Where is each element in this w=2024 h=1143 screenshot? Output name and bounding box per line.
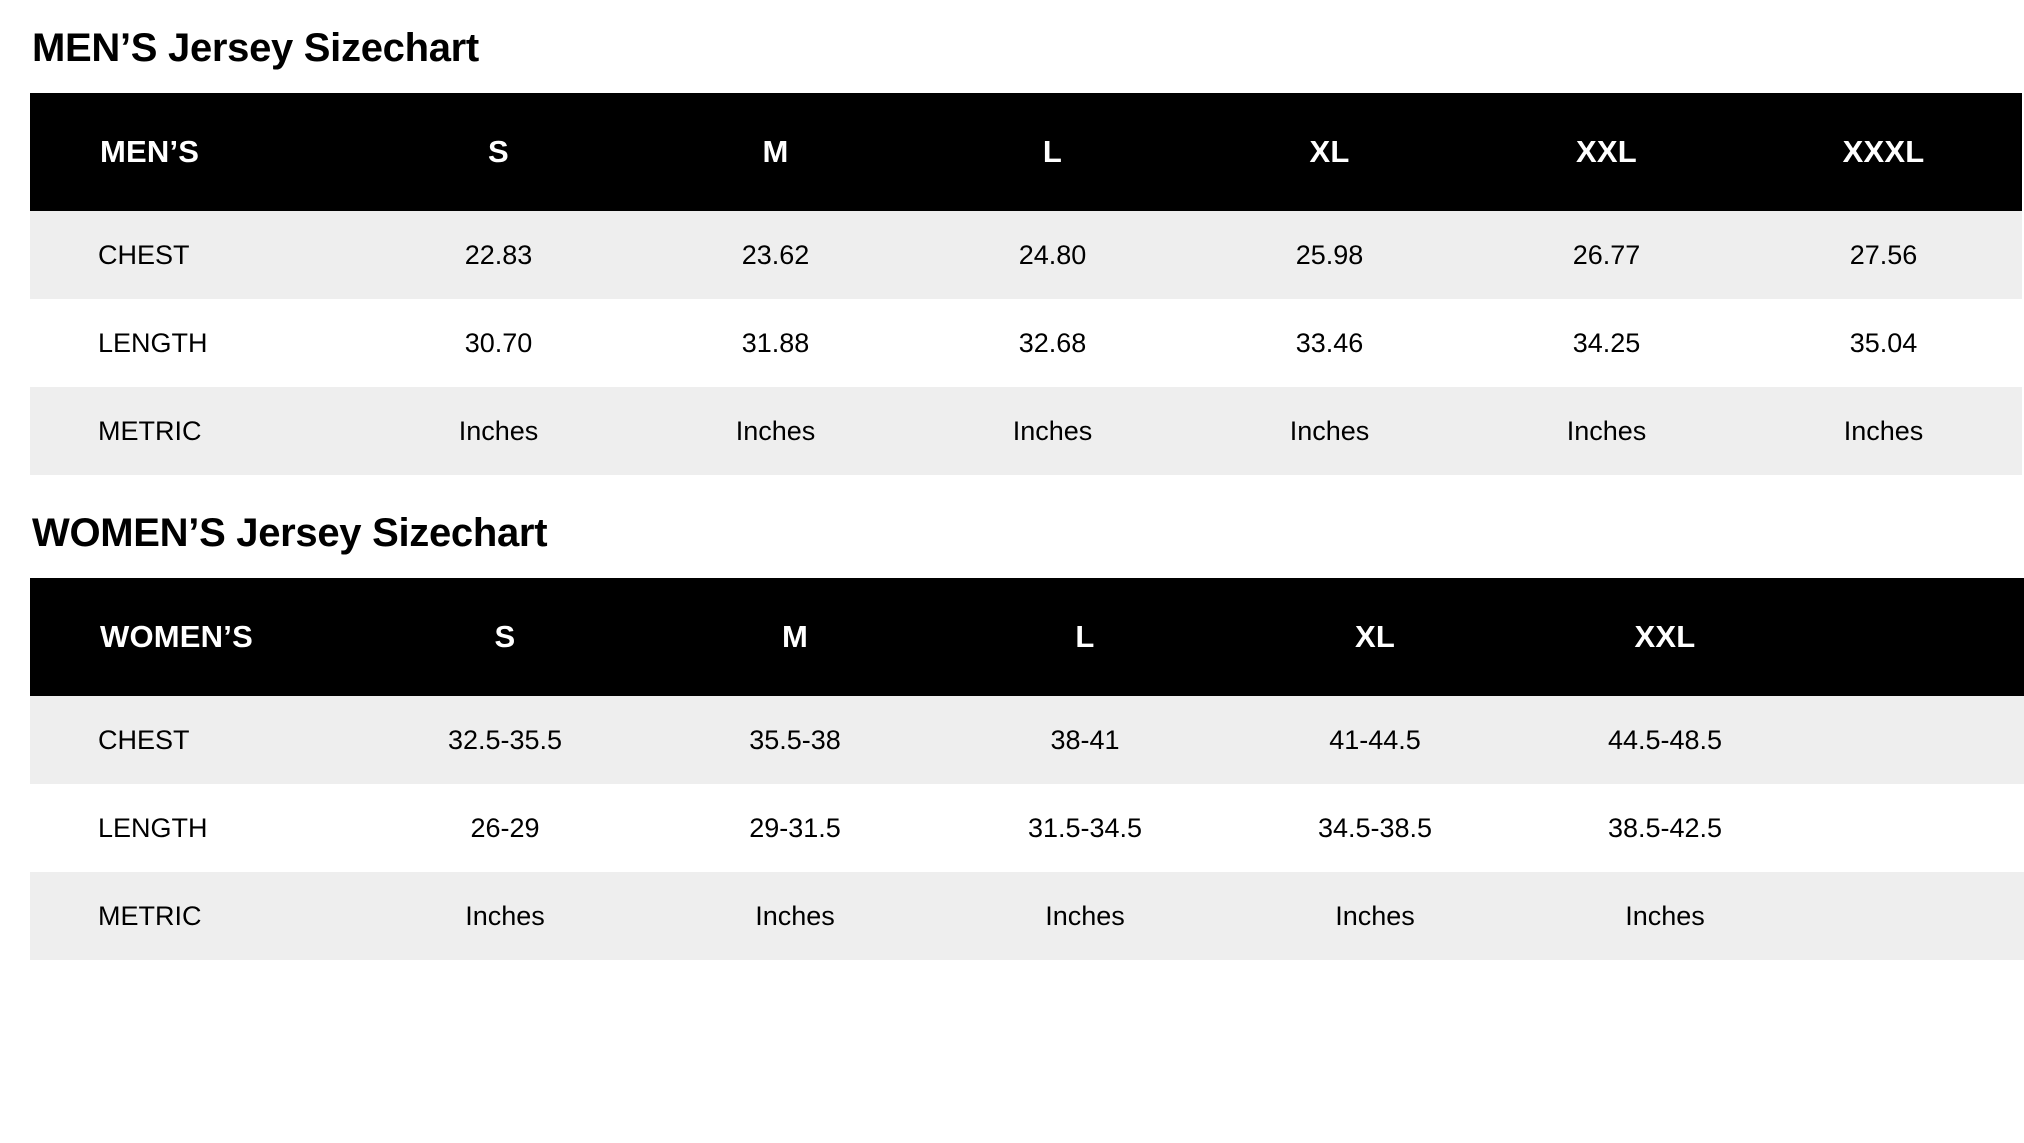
womens-length-s: 26-29	[360, 784, 650, 872]
mens-metric-l: Inches	[914, 387, 1191, 475]
mens-length-xxl: 34.25	[1468, 299, 1745, 387]
mens-row-label-length: LENGTH	[30, 299, 360, 387]
table-row	[30, 872, 2024, 960]
womens-row-label-metric: METRIC	[30, 872, 360, 960]
mens-length-xl: 33.46	[1191, 299, 1468, 387]
mens-header-cell-xxxl: XXXL	[1745, 93, 2022, 211]
womens-metric-s: Inches	[360, 872, 650, 960]
mens-length-m: 31.88	[637, 299, 914, 387]
womens-metric-xl: Inches	[1230, 872, 1520, 960]
womens-sizechart-table	[30, 578, 2024, 960]
mens-length-s: 30.70	[360, 299, 637, 387]
mens-row-label-metric: METRIC	[30, 387, 360, 475]
womens-length-l: 31.5-34.5	[940, 784, 1230, 872]
mens-metric-m: Inches	[637, 387, 914, 475]
womens-header-cell-xl: XL	[1230, 578, 1520, 696]
mens-header-cell-l: L	[914, 93, 1191, 211]
womens-header-cell-label: WOMEN’S	[30, 578, 360, 696]
mens-chest-m: 23.62	[637, 211, 914, 299]
mens-header-cell-xxl: XXL	[1468, 93, 1745, 211]
mens-header-cell-xl: XL	[1191, 93, 1468, 211]
womens-chest-l: 38-41	[940, 696, 1230, 784]
mens-metric-xxxl: Inches	[1745, 387, 2022, 475]
womens-header-cell-xxl: XXL	[1520, 578, 1810, 696]
womens-chest-s: 32.5-35.5	[360, 696, 650, 784]
womens-row-label-length: LENGTH	[30, 784, 360, 872]
womens-header-cell-l: L	[940, 578, 1230, 696]
mens-metric-xxl: Inches	[1468, 387, 1745, 475]
mens-chest-xxxl: 27.56	[1745, 211, 2022, 299]
mens-chest-l: 24.80	[914, 211, 1191, 299]
womens-metric-m: Inches	[650, 872, 940, 960]
womens-section-title: WOMEN’S Jersey Sizechart	[32, 511, 548, 555]
womens-metric-empty	[1810, 872, 2024, 960]
mens-length-xxxl: 35.04	[1745, 299, 2022, 387]
womens-chest-m: 35.5-38	[650, 696, 940, 784]
mens-section-title: MEN’S Jersey Sizechart	[32, 26, 479, 70]
womens-chest-empty	[1810, 696, 2024, 784]
womens-chest-xl: 41-44.5	[1230, 696, 1520, 784]
mens-table-header-row	[30, 93, 2022, 211]
table-row	[30, 784, 2024, 872]
womens-metric-l: Inches	[940, 872, 1230, 960]
womens-length-empty	[1810, 784, 2024, 872]
mens-chest-s: 22.83	[360, 211, 637, 299]
table-row	[30, 696, 2024, 784]
womens-header-cell-empty	[1810, 578, 2024, 696]
mens-metric-s: Inches	[360, 387, 637, 475]
mens-header-cell-s: S	[360, 93, 637, 211]
mens-length-l: 32.68	[914, 299, 1191, 387]
womens-row-label-chest: CHEST	[30, 696, 360, 784]
mens-header-cell-m: M	[637, 93, 914, 211]
womens-table-header-row	[30, 578, 2024, 696]
mens-row-label-chest: CHEST	[30, 211, 360, 299]
mens-chest-xl: 25.98	[1191, 211, 1468, 299]
womens-header-cell-s: S	[360, 578, 650, 696]
table-row	[30, 387, 2022, 475]
table-row	[30, 299, 2022, 387]
table-row	[30, 211, 2022, 299]
womens-length-xl: 34.5-38.5	[1230, 784, 1520, 872]
womens-header-cell-m: M	[650, 578, 940, 696]
womens-metric-xxl: Inches	[1520, 872, 1810, 960]
womens-length-m: 29-31.5	[650, 784, 940, 872]
mens-metric-xl: Inches	[1191, 387, 1468, 475]
mens-header-cell-label: MEN’S	[30, 93, 360, 211]
mens-chest-xxl: 26.77	[1468, 211, 1745, 299]
womens-chest-xxl: 44.5-48.5	[1520, 696, 1810, 784]
mens-sizechart-table	[30, 93, 2022, 475]
womens-length-xxl: 38.5-42.5	[1520, 784, 1810, 872]
